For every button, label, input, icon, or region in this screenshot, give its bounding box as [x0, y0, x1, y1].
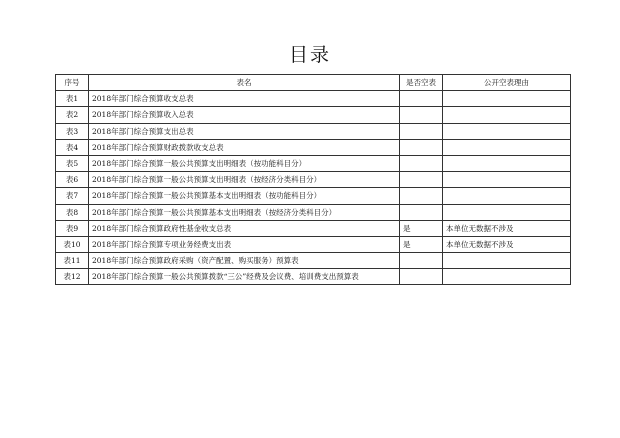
row-index: 表9 [56, 220, 89, 236]
page-title: 目录 [288, 44, 331, 66]
row-empty-reason [443, 188, 571, 204]
table-row [56, 220, 571, 236]
row-index: 表6 [56, 172, 89, 188]
row-table-name: 2018年部门综合预算一般公共预算拨款“三公”经费及会议费、培训费支出预算表 [89, 269, 400, 285]
table-row [56, 188, 571, 204]
table-row [56, 236, 571, 252]
row-is-empty [400, 172, 443, 188]
row-is-empty [400, 204, 443, 220]
row-table-name: 2018年部门综合预算收入总表 [89, 107, 400, 123]
row-empty-reason [443, 204, 571, 220]
row-is-empty [400, 188, 443, 204]
row-table-name: 2018年部门综合预算一般公共预算支出明细表（按经济分类科目分） [89, 172, 400, 188]
row-table-name: 2018年部门综合预算收支总表 [89, 91, 400, 107]
row-table-name: 2018年部门综合预算政府采购（资产配置、购买服务）预算表 [89, 253, 400, 269]
row-table-name: 2018年部门综合预算一般公共预算支出明细表（按功能科目分） [89, 155, 400, 171]
row-empty-reason [443, 139, 571, 155]
row-is-empty: 是 [400, 236, 443, 252]
header-table-name: 表名 [89, 75, 400, 91]
row-table-name: 2018年部门综合预算一般公共预算基本支出明细表（按功能科目分） [89, 188, 400, 204]
table-row [56, 123, 571, 139]
row-index: 表8 [56, 204, 89, 220]
row-empty-reason: 本单位无数据不涉及 [443, 236, 571, 252]
table-body [56, 91, 571, 285]
row-empty-reason [443, 253, 571, 269]
row-empty-reason [443, 91, 571, 107]
toc-table [55, 74, 571, 285]
table-row [56, 139, 571, 155]
row-is-empty [400, 253, 443, 269]
row-index: 表5 [56, 155, 89, 171]
row-table-name: 2018年部门综合预算专项业务经费支出表 [89, 236, 400, 252]
header-is-empty: 是否空表 [400, 75, 443, 91]
row-empty-reason [443, 123, 571, 139]
header-index: 序号 [56, 75, 89, 91]
table-row [56, 253, 571, 269]
table-row [56, 172, 571, 188]
row-is-empty [400, 269, 443, 285]
row-index: 表4 [56, 139, 89, 155]
row-index: 表12 [56, 269, 89, 285]
row-is-empty [400, 123, 443, 139]
row-empty-reason [443, 155, 571, 171]
row-table-name: 2018年部门综合预算支出总表 [89, 123, 400, 139]
row-is-empty: 是 [400, 220, 443, 236]
row-index: 表3 [56, 123, 89, 139]
row-index: 表1 [56, 91, 89, 107]
row-empty-reason: 本单位无数据不涉及 [443, 220, 571, 236]
row-index: 表10 [56, 236, 89, 252]
row-empty-reason [443, 269, 571, 285]
table-row [56, 91, 571, 107]
row-table-name: 2018年部门综合预算财政拨款收支总表 [89, 139, 400, 155]
table-row [56, 269, 571, 285]
row-is-empty [400, 91, 443, 107]
row-is-empty [400, 155, 443, 171]
table-row [56, 107, 571, 123]
row-empty-reason [443, 107, 571, 123]
table-header-row [56, 75, 571, 91]
row-is-empty [400, 107, 443, 123]
table-row [56, 155, 571, 171]
row-table-name: 2018年部门综合预算政府性基金收支总表 [89, 220, 400, 236]
row-empty-reason [443, 172, 571, 188]
table-row [56, 204, 571, 220]
row-table-name: 2018年部门综合预算一般公共预算基本支出明细表（按经济分类科目分） [89, 204, 400, 220]
row-is-empty [400, 139, 443, 155]
row-index: 表11 [56, 253, 89, 269]
header-empty-reason: 公开空表理由 [443, 75, 571, 91]
row-index: 表7 [56, 188, 89, 204]
row-index: 表2 [56, 107, 89, 123]
